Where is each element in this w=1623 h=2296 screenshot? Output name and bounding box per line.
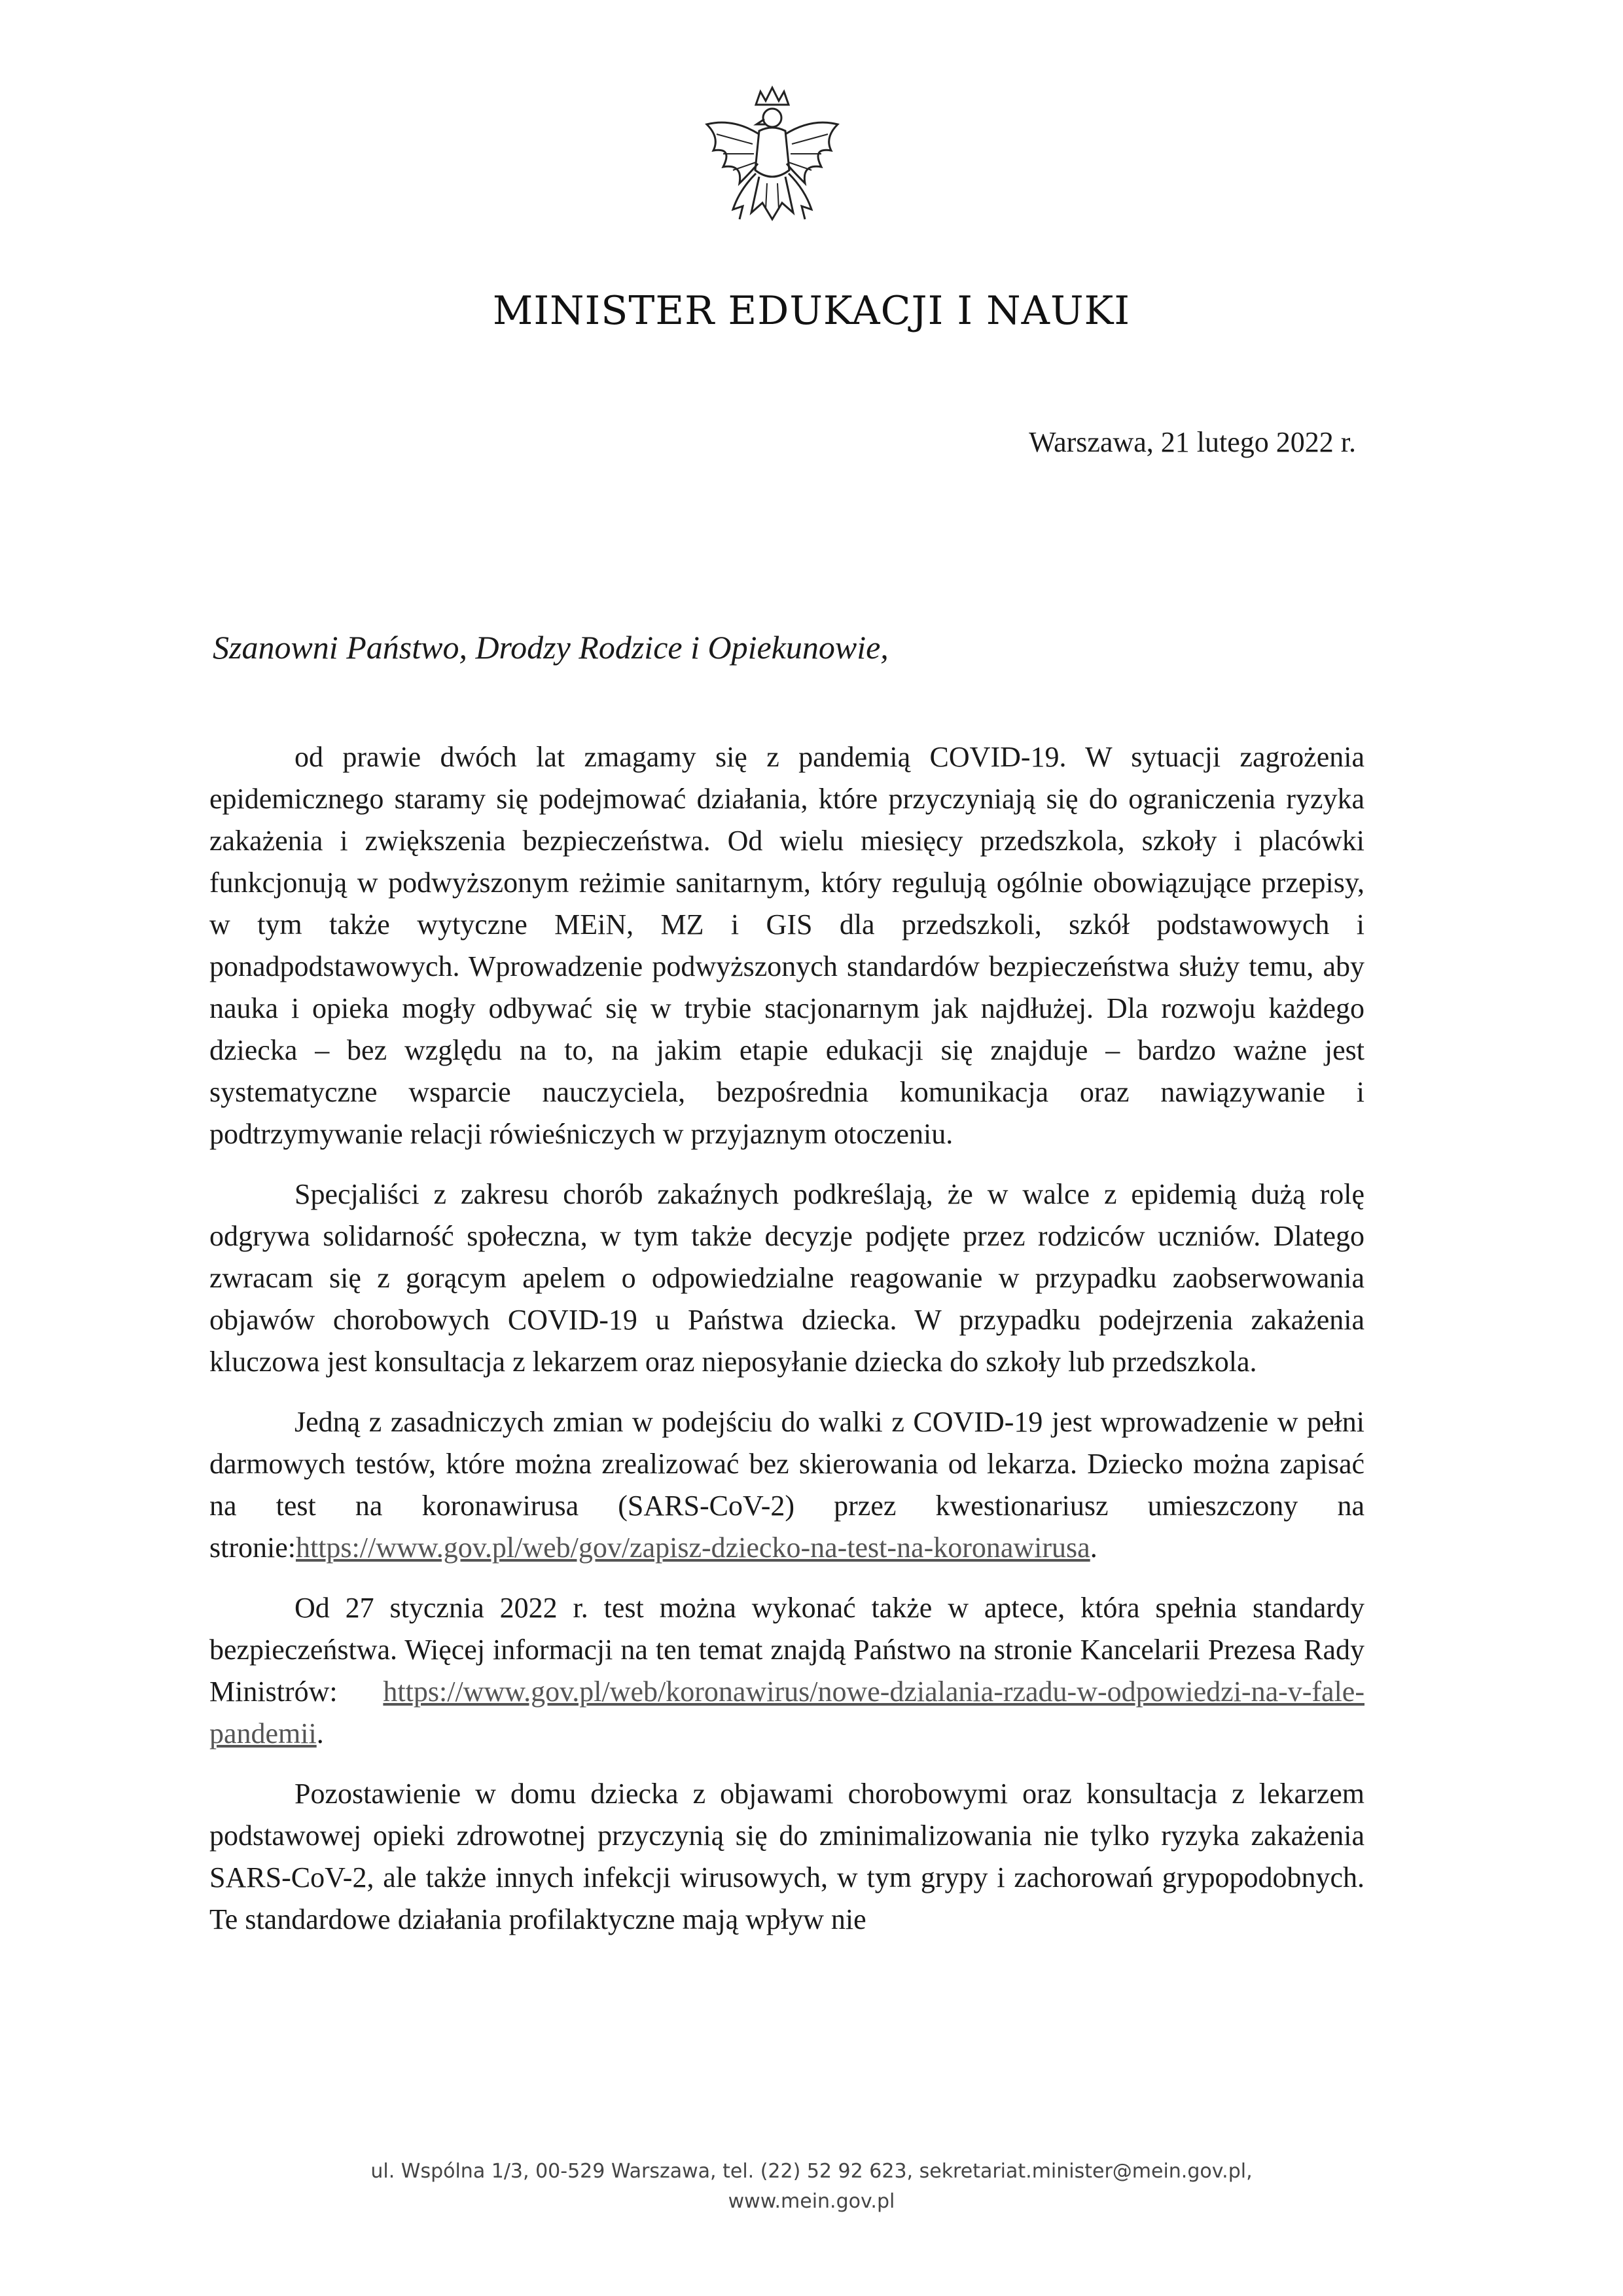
- paragraph-1: od prawie dwóch lat zmagamy się z pandemią COVID-19. W sytuacji zagrożenia epidemicznego staramy się podejmować działania, które przyczyniają się do ograniczenia ryzyka zakażenia i zwiększenia bezpieczeństwa. Od wielu miesięcy przedszkola, szkoły i placówki funkcjonują w podwyższonym reżimie sanitarnym, który regulują ogólnie obowiązujące przepisy, w tym także wytyczne MEiN, MZ i GIS dla przedszkoli, szkół podstawowych i ponadpodstawowych. Wprowadzenie podwyższonych standardów bezpieczeństwa służy temu, aby nauka i opieka mogły odbywać się w trybie stacjonarnym jak najdłużej. Dla rozwoju każdego dziecka – bez względu na to, na jakim etapie edukacji się znajduje – bardzo ważne jest systematyczne wsparcie nauczyciela, bezpośrednia komunikacja oraz nawiązywanie i podtrzymywanie relacji rówieśniczych w przyjaznym otoczeniu.: [209, 741, 1364, 1150]
- paragraph-3-text: Jedną z zasadniczych zmian w podejściu do walki z COVID-19 jest wprowadzenie w pełni darmowych testów, które można zrealizować bez skierowania od lekarza. Dziecko można zapisać na test na koronawirusa (SARS-CoV-2) przez kwestionariusz umieszczony na stronie:: [209, 1406, 1364, 1564]
- paragraph-4: [209, 1587, 1364, 1755]
- kprm-info-link[interactable]: https://www.gov.pl/web/koronawirus/nowe-dzialania-rzadu-w-odpowiedzi-na-v-fale-pandemii: [209, 1676, 1364, 1749]
- letter-body: [209, 736, 1364, 1959]
- paragraph-4-end: .: [316, 1717, 324, 1749]
- salutation: Szanowni Państwo, Drodzy Rodzice i Opiekunowie,: [213, 629, 889, 666]
- test-registration-link[interactable]: https://www.gov.pl/web/gov/zapisz-dziecko-na-test-na-koronawirusa: [295, 1532, 1090, 1564]
- paragraph-5: Pozostawienie w domu dziecka z objawami chorobowymi oraz konsultacja z lekarzem podstawowej opieki zdrowotnej przyczynią się do zminimalizowania nie tylko ryzyka zakażenia SARS-CoV-2, ale także innych infekcji wirusowych, w tym grypy i zachorowań grypopodobnych. Te standardowe działania profilaktyczne mają wpływ nie: [209, 1778, 1364, 1935]
- footer: [0, 2157, 1623, 2217]
- paragraph-3: [209, 1401, 1364, 1569]
- page-title: MINISTER EDUKACJI I NAUKI: [492, 288, 1131, 334]
- letter-date: Warszawa, 21 lutego 2022 r.: [1029, 426, 1356, 458]
- paragraph-3-end: .: [1090, 1532, 1097, 1564]
- paragraph-4-text: Od 27 stycznia 2022 r. test można wykonać także w aptece, która spełnia standardy bezpieczeństwa. Więcej informacji na ten temat znajdą Państwo na stronie Kancelarii Prezesa Rady Ministrów:: [209, 1592, 1364, 1708]
- polish-eagle-emblem-icon: [694, 79, 851, 242]
- footer-address: ul. Wspólna 1/3, 00-529 Warszawa, tel. (22) 52 92 623, sekretariat.minister@mein.gov.pl,: [370, 2160, 1253, 2183]
- footer-website: www.mein.gov.pl: [728, 2190, 895, 2213]
- paragraph-2: Specjaliści z zakresu chorób zakaźnych podkreślają, że w walce z epidemią dużą rolę odgrywa solidarność społeczna, w tym także decyzje podjęte przez rodziców uczniów. Dlatego zwracam się z gorącym apelem o odpowiedzialne reagowanie w przypadku zaobserwowania objawów chorobowych COVID-19 u Państwa dziecka. W przypadku podejrzenia zakażenia kluczowa jest konsultacja z lekarzem oraz nieposyłanie dziecka do szkoły lub przedszkola.: [209, 1178, 1364, 1378]
